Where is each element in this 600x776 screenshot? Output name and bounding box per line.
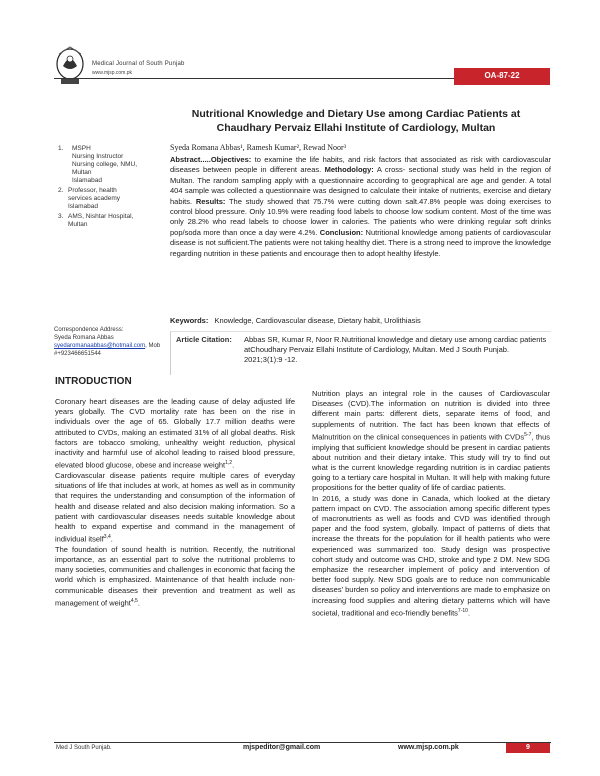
conclusion-text: Nutritional knowledge among patients of cardiovascular disease is not sufficient.The patients were not taking healthy diet. There is a strong need to improve the knowledge regarding nutrition in these patients and encourage then to adopt healthy lifestyle. <box>170 227 552 258</box>
intro-paragraph: In 2016, a study was done in Canada, which looked at the dietary pattern impact on CVD. The association among specific different types of macronutrients as well as foods and CVD was identified through paper and the food system, globally. Impact of patterns of diets that increase the threats for the population for ill health patients who were experienced was summarized too. Study design was prospective cohort study and outcome was CHD, stroke and type 2 DM. New SDG emphasize the researcher implement of policy and intervention of better food supply. New SDG goals are to reduce non communicable diseases' burden so policy and interventions are made to emphasize on increasing food supplies and altering dietary patterns which will have societal, traditional and eco-friendly benefits$^{7-10}$. <box>312 493 550 618</box>
conclusion-label: Conclusion: <box>319 227 364 237</box>
affiliation-3 <box>58 213 158 229</box>
objectives-label: Objectives: <box>210 155 252 164</box>
affiliation-text: Professor, health services academy Islamabad <box>68 187 121 210</box>
author-list: Syeda Romana Abbas¹, Ramesh Kumar², Rewad Noor³ <box>170 143 347 152</box>
intro-paragraph-text: In 2016, a study was done in Canada, which looked at the dietary pattern impact on CVD. The association among specific different types of macronutrients as well as foods and CVD was identified through paper and the food system, globally. Impact of patterns of diets that increase the threats for the population for ill health patients who were experienced was summarized too. Study design was prospective cohort study and outcome was CHD, stroke and type 2 DM. New SDG emphasize the researcher implement of policy and intervention of better food supply. New SDG goals are to reduce non communicable diseases' burden so policy and interventions are made to emphasize on increasing food supplies and altering dietary patterns which will have societal, traditional and eco-friendly benefits <box>312 493 550 618</box>
intro-paragraph-text: , thus implying that sufficient knowledge should be present in cardiac patients about nutrition and their dietary intake. This study will try to find out what is the current knowledge regarding nutrition is in cardiac patients going to a tertiary care hospital in Multan. It will help with making future propositions for the better quality of life of cardiac patients. <box>312 432 550 493</box>
title-line-2: Chaudhary Pervaiz Ellahi Institute of Cardiology, Multan <box>216 122 496 134</box>
article-title <box>160 107 552 135</box>
citation-label: Article Citation: <box>176 335 232 344</box>
citation-box <box>170 331 551 375</box>
article-code: OA-87-22 <box>484 71 520 80</box>
intro-right-column <box>312 389 550 618</box>
header-rule <box>54 78 454 79</box>
citation-text: Abbas SR, Kumar R, Noor R.Nutritional knowledge and dietary use among cardiac patients atChoudhary Pervaiz Ellahi Institute of Cardiology, Multan. Med J South Punjab. 2021;3(1):9 -12. <box>244 335 547 364</box>
results-label: Results: <box>195 196 226 206</box>
correspondence-mobile: , Mob #+923466651544 <box>54 343 161 357</box>
journal-name: Medical Journal of South Punjab <box>92 61 185 67</box>
title-line-1: Nutritional Knowledge and Dietary Use among Cardiac Patients at <box>191 108 521 120</box>
reference-sup: 1,2 <box>225 460 233 467</box>
intro-paragraph <box>312 389 550 494</box>
journal-url: www.mjsp.com.pk <box>92 70 133 76</box>
journal-logo <box>54 42 86 88</box>
intro-heading: INTRODUCTION <box>55 376 132 387</box>
reference-sup: 7-10 <box>457 607 468 614</box>
correspondence-name: Syeda Romana Abbas <box>54 335 114 341</box>
reference-sup: 5-7 <box>524 431 532 438</box>
intro-paragraph-text: Cardiovascular disease patients require multiple cares of everyday situations of life that includes at work, at homes as well as in community that requires the understanding and consumption of the information of health and disease related and also decision making information. So a patient with cardiovascular diseases needs suitable knowledge about health to expand expertise and command in the management of individual itself <box>55 470 295 544</box>
correspondence-contact <box>54 342 164 358</box>
intro-paragraph: Coronary heart diseases are the leading cause of delay adjusted life years globally. The CVD mortality rate has been on the rise in individuals over the age of 65. Globally 17.7 million deaths were attributed to CVDs, making an estimated 31% of all global deaths. Risk factors are tobacco smoking, unhealthy weight reduction, physical inactivity and harmful use of alcohol leading to raised blood pressure, elevated blood glucose, obese and increase weight$^{1,2}$. <box>55 397 295 470</box>
reference-sup: 3,4 <box>103 534 111 541</box>
results-text: The study showed that 75.7% were cutting down salt.47.8% people was doing exercises to control blood pressure. Only 10.9% were reading food labels to choose low sodium content. Most of the time was only 28.2% who read labels to choose lower in calories. The patients who were drinking regular soft drinks pop/soda more than once a day were 4.2%. <box>170 196 551 237</box>
page-number: 9 <box>526 744 530 751</box>
correspondence-email[interactable]: syedaromanaabbas@hotmail.com <box>54 343 146 349</box>
affiliation-2 <box>58 187 158 211</box>
correspondence-heading: Correspondence Address: <box>54 327 124 333</box>
intro-paragraph-text: The foundation of sound health is nutrition. Recently, the nutritional importance, as an essential part to solve the nutritional problems to many societies, communities and challenges in economic that facing the world which is emphasized. Maintenance of that health include non-communicable diseases their prevention and treatment as well as management of weight <box>55 544 295 608</box>
intro-paragraph: The foundation of sound health is nutrition. Recently, the nutritional importance, as an essential part to solve the nutritional problems to many societies, communities and challenges in economic that facing the world which is emphasized. Maintenance of that health include non-communicable diseases their prevention and treatment as well as management of weight$^{4,5}$. <box>55 544 295 608</box>
affiliation-1 <box>58 145 158 185</box>
affiliation-text: AMS, Nishtar Hospital, Multan <box>68 213 134 228</box>
keywords-text: Knowledge, Cardiovascular disease, Dietary habit, Urolithiasis <box>214 316 421 325</box>
affiliation-num: 1. <box>58 145 64 152</box>
affiliations <box>58 145 158 229</box>
intro-paragraph-text: Coronary heart diseases are the leading cause of delay adjusted life years globally. The CVD mortality rate has been on the rise in individuals over the age of 65. Globally 17.7 million deaths were attributed to CVDs, making an estimated 31% of all global deaths. Risk factors are tobacco smoking, unhealthy weight reduction, physical inactivity and harmful use of alcohol leading to raised blood pressure, elevated blood glucose, obese and increase weight <box>55 397 295 470</box>
correspondence <box>54 326 164 358</box>
keywords <box>170 316 421 325</box>
abstract-label: Abstract..... <box>170 155 211 164</box>
keywords-label: Keywords: <box>170 316 209 325</box>
affiliation-num: 2. <box>58 187 64 194</box>
footer-journal: Med J South Punjab. <box>56 745 112 751</box>
objectives-text: to examine the life habits, and risk factors that associated as risk with cardiovascular diseases between people in different areas. <box>170 155 551 175</box>
affiliation-text: MSPH Nursing Instructor Nursing college, NMU, Multan Islamabad <box>72 145 138 184</box>
footer-email[interactable]: mjspeditor@gmail.com <box>243 744 321 751</box>
reference-sup: 4,5 <box>130 597 138 604</box>
footer-url[interactable]: www.mjsp.com.pk <box>398 744 459 751</box>
methodology-label: Methodology: <box>324 165 374 175</box>
intro-left-column <box>55 397 295 609</box>
affiliation-num: 3. <box>58 213 64 220</box>
methodology-text: A cross- sectional study was held in the region of Multan. The random sampling apply with a questionnaire according to geographical are age and gender. A total 404 sample was collected a questionnaire was designed to calculate their intake of nutrients, exercise and dietary habits. <box>170 165 551 206</box>
journal-logo-icon <box>54 42 86 88</box>
intro-paragraph: Cardiovascular disease patients require multiple cares of everyday situations of life that includes at work, at homes as well as in community that requires the understanding and consumption of the information of health and disease related and also decision making information. So a patient with cardiovascular diseases needs suitable knowledge about health to expand expertise and command in the management of individual itself$^{3,4}$. <box>55 470 295 544</box>
intro-paragraph-text: Nutrition plays an integral role in the causes of Cardiovascular Diseases (CVD).The information on nutrition is divided into three different main parts: different diets, separate items of food, and supplements of nutrition. The fact has been known that effects of Malnutrition on the clinical consequences in patients with CVDs <box>312 389 550 442</box>
abstract <box>170 155 551 259</box>
